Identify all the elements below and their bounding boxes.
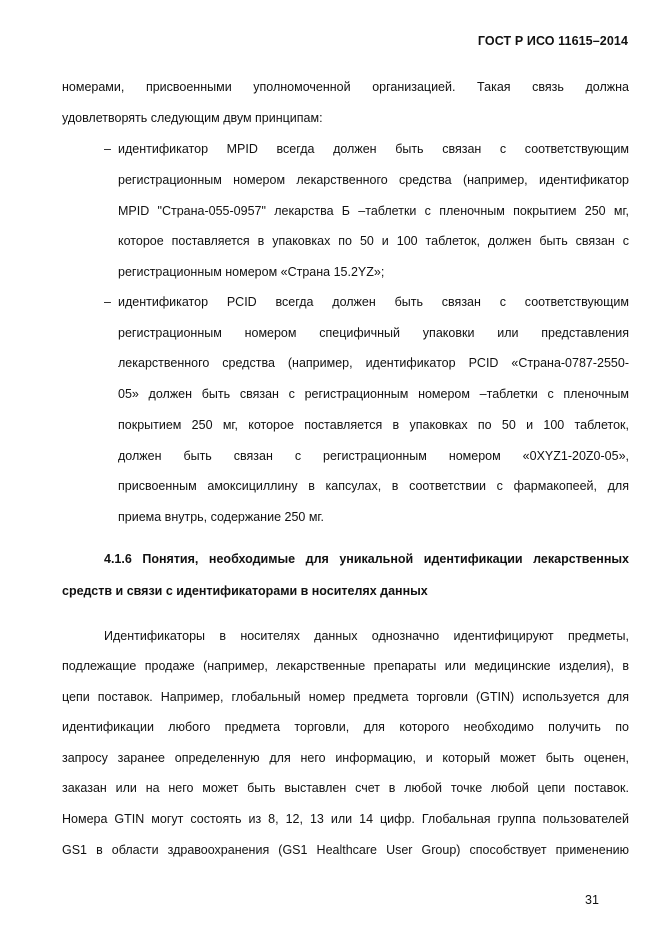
body-line-4: идентификации любого предмета торговли, для которого необходимо получить по — [62, 720, 629, 734]
section-heading-line-2: средств и связи с идентификаторами в носителях данных — [62, 584, 428, 598]
bullet-marker: – — [104, 295, 111, 309]
section-heading-line-1: 4.1.6 Понятия, необходимые для уникальной идентификации лекарственных — [104, 552, 629, 566]
bullet-1-line-5: регистрационным номером «Страна 15.2YZ»; — [118, 265, 385, 279]
body-line-3: цепи поставок. Например, глобальный номер предмета торговли (GTIN) используется для — [62, 690, 629, 704]
body-line-6: заказан или на него может быть выставлен счет в любой точке любой цепи поставок. — [62, 781, 629, 795]
document-header: ГОСТ Р ИСО 11615–2014 — [477, 34, 628, 48]
bullet-2-line-8: приема внутрь, содержание 250 мг. — [118, 510, 324, 524]
bullet-1-line-2: регистрационным номером лекарственного средства (например, идентификатор — [118, 173, 629, 187]
bullet-2-line-2: регистрационным номером специфичный упаковки или представления — [118, 326, 629, 340]
bullet-1-line-4: которое поставляется в упаковках по 50 и 100 таблеток, должен быть связан с — [118, 234, 629, 248]
bullet-1-line-3: MPID "Страна-055-0957" лекарства Б –таблетки с пленочным покрытием 250 мг, — [118, 204, 629, 218]
bullet-2-line-6: должен быть связан с регистрационным номером «0XYZ1-20Z0-05», — [118, 449, 629, 463]
bullet-2-line-5: покрытием 250 мг, которое поставляется в упаковках по 50 и 100 таблеток, — [118, 418, 629, 432]
body-line-8: GS1 в области здравоохранения (GS1 Healthcare User Group) способствует применению — [62, 843, 629, 857]
page-number: 31 — [585, 893, 599, 907]
bullet-2-line-3: лекарственного средства (например, идентификатор PCID «Страна-0787-2550- — [118, 356, 629, 370]
bullet-2-line-4: 05» должен быть связан с регистрационным номером –таблетки с пленочным — [118, 387, 629, 401]
body-line-2: подлежащие продаже (например, лекарственные препараты или медицинские изделия), в — [62, 659, 629, 673]
intro-line-1: номерами, присвоенными уполномоченной организацией. Такая связь должна — [62, 80, 629, 94]
bullet-2-line-1: идентификатор PCID всегда должен быть связан с соответствующим — [118, 295, 629, 309]
body-line-7: Номера GTIN могут состоять из 8, 12, 13 или 14 цифр. Глобальная группа пользователей — [62, 812, 629, 826]
bullet-2-line-7: присвоенным амоксициллину в капсулах, в соответствии с фармакопеей, для — [118, 479, 629, 493]
intro-line-2: удовлетворять следующим двум принципам: — [62, 111, 323, 125]
bullet-marker: – — [104, 142, 111, 156]
bullet-1-line-1: идентификатор MPID всегда должен быть связан с соответствующим — [118, 142, 629, 156]
body-line-5: запросу заранее определенную для него информацию, и который может быть оценен, — [62, 751, 629, 765]
body-line-1: Идентификаторы в носителях данных однозначно идентифицируют предметы, — [104, 629, 629, 643]
